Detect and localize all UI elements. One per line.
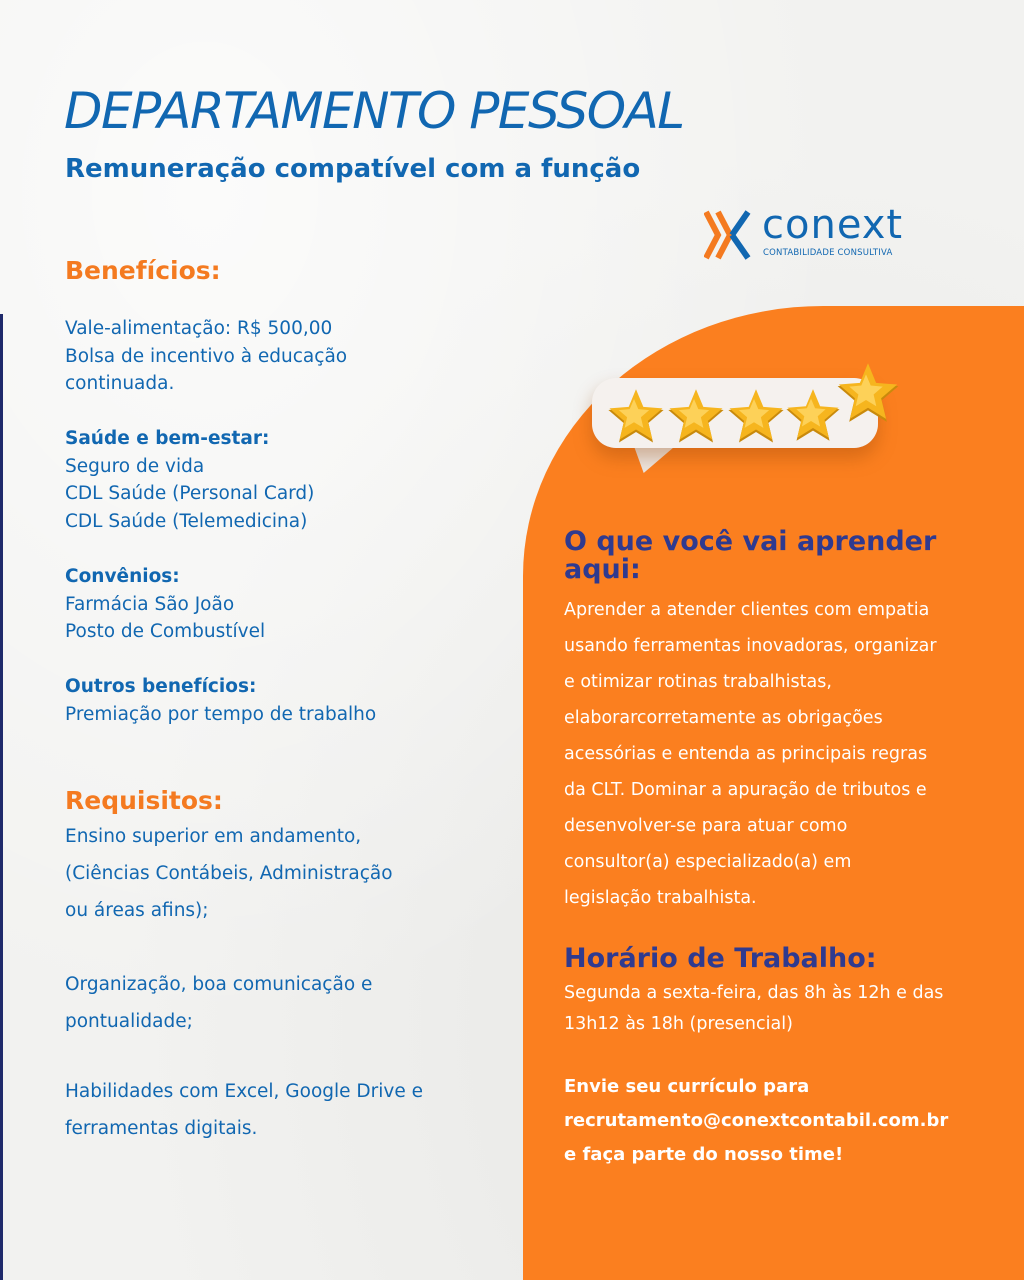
list-item: Bolsa de incentivo à educação [65, 345, 348, 367]
list-item: Premiação por tempo de trabalho [65, 703, 377, 725]
requisitos-item-1 [65, 818, 505, 929]
page-subtitle: Remuneração compatível com a função [65, 154, 641, 184]
outros-heading: Outros benefícios: [65, 676, 257, 697]
text-line: elaborarcorretamente as obrigações [564, 708, 883, 728]
list-item: pontualidade; [65, 1011, 193, 1032]
conext-logo [704, 202, 934, 264]
text-line: usando ferramentas inovadoras, organizar [564, 636, 937, 656]
saude-section [65, 425, 505, 535]
list-item: Seguro de vida [65, 455, 205, 477]
text-line: desenvolver-se para atuar como [564, 816, 848, 836]
text-line: acessórias e entenda as principais regras [564, 744, 928, 764]
convenios-section [65, 563, 505, 646]
star-icon [836, 362, 900, 430]
beneficios-heading: Benefícios: [65, 256, 221, 285]
list-item: ou áreas afins); [65, 900, 209, 921]
aprender-text [564, 592, 1004, 916]
list-item: Vale-alimentação: R$ 500,00 [65, 318, 333, 339]
recruitment-email-link[interactable]: recrutamento@conextcontabil.com.br [564, 1110, 949, 1131]
requisitos-heading: Requisitos: [65, 786, 223, 815]
list-item: Habilidades com Excel, Google Drive e [65, 1081, 423, 1102]
list-item: Ensino superior em andamento, [65, 826, 362, 847]
left-accent-line [0, 314, 3, 1280]
requisitos-item-3 [65, 1073, 505, 1147]
saude-heading: Saúde e bem-estar: [65, 428, 270, 449]
aprender-heading-line: aqui: [564, 554, 641, 585]
requisitos-item-2 [65, 966, 505, 1040]
horario-text [564, 978, 1004, 1040]
text-line: Aprender a atender clientes com empatia [564, 600, 930, 620]
horario-heading: Horário de Trabalho: [564, 943, 877, 974]
list-item: (Ciências Contábeis, Administração [65, 863, 393, 884]
outros-section [65, 673, 505, 728]
call-to-action [564, 1070, 1014, 1172]
list-item: Posto de Combustível [65, 621, 266, 642]
text-line: 13h12 às 18h (presencial) [564, 1014, 793, 1034]
x-mark-logo-icon [704, 208, 754, 262]
aprender-heading [564, 528, 936, 584]
logo-tagline: CONTABILIDADE CONSULTIVA [763, 248, 893, 258]
list-item: continuada. [65, 373, 175, 394]
text-line: legislação trabalhista. [564, 888, 757, 908]
list-item: Farmácia São João [65, 593, 235, 615]
list-item: ferramentas digitais. [65, 1118, 258, 1139]
list-item: CDL Saúde (Personal Card) [65, 483, 315, 504]
text-line: Segunda a sexta-feira, das 8h às 12h e das [564, 983, 944, 1003]
star-icon [667, 388, 725, 450]
page-title: DEPARTAMENTO PESSOAL [64, 82, 684, 140]
star-icon [607, 388, 665, 450]
star-icon [785, 388, 841, 448]
convenios-heading: Convênios: [65, 566, 180, 587]
list-item: Organização, boa comunicação e [65, 974, 373, 995]
beneficios-list [65, 315, 505, 398]
aprender-heading-line: O que você vai aprender [564, 526, 937, 557]
star-icon [727, 388, 785, 450]
list-item: CDL Saúde (Telemedicina) [65, 510, 308, 532]
text-line: da CLT. Dominar a apuração de tributos e [564, 780, 927, 800]
cta-line: e faça parte do nosso time! [564, 1144, 844, 1165]
text-line: consultor(a) especializado(a) em [564, 852, 852, 872]
text-line: e otimizar rotinas trabalhistas, [564, 672, 832, 692]
logo-wordmark: conext [762, 202, 904, 248]
cta-line: Envie seu currículo para [564, 1076, 810, 1097]
